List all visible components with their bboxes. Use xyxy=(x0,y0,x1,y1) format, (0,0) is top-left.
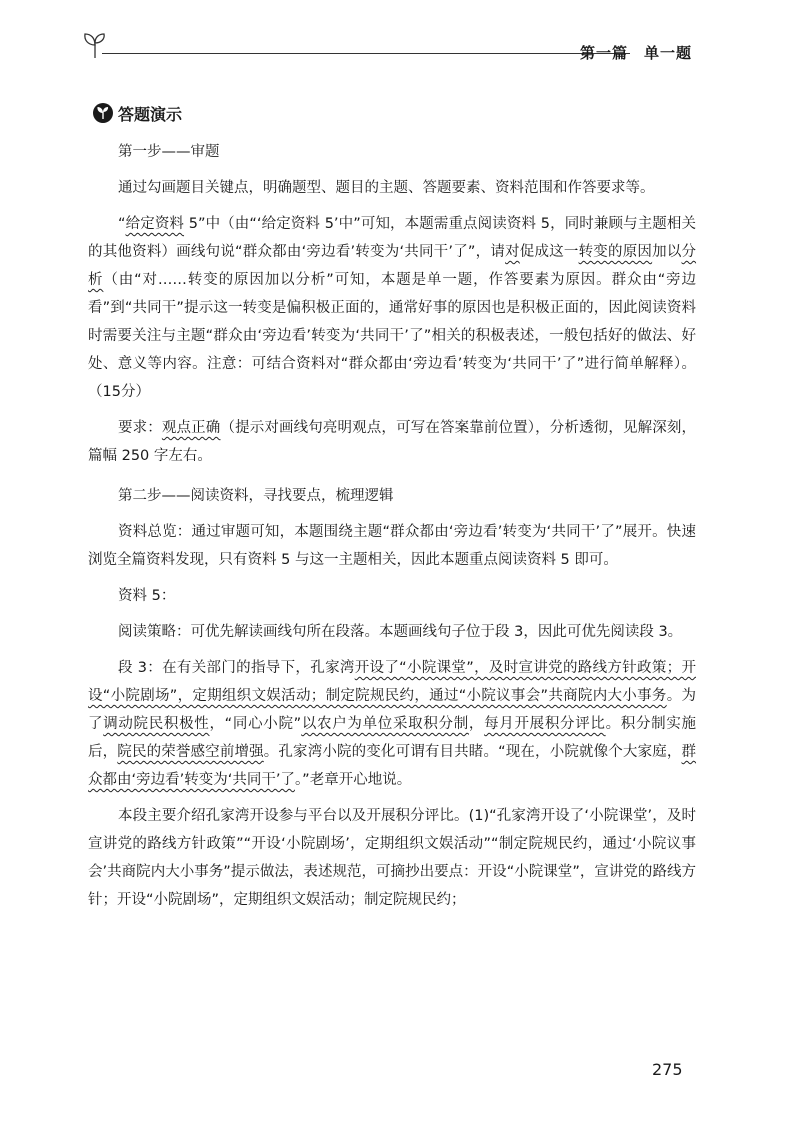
page-number: 275 xyxy=(652,1060,683,1079)
paragraph xyxy=(88,414,696,470)
text-run: ， xyxy=(468,716,485,732)
article-body xyxy=(88,138,696,914)
chapter-title: 第一篇 单一题 xyxy=(579,44,692,62)
underlined-text: 对 xyxy=(505,244,520,260)
underlined-text: 院民的荣誉感空前增强 xyxy=(117,744,264,760)
paragraph: 通过勾画题目关键点，明确题型、题目的主题、答题要素、资料范围和作答要求等。 xyxy=(118,180,655,196)
paragraph: 资料 5： xyxy=(118,588,176,604)
underlined-text: 以农户为单位采取积分制 xyxy=(301,716,469,732)
underlined-text: 转变的原因 xyxy=(578,244,653,260)
underlined-text: 调动院民积极性 xyxy=(103,716,210,732)
text-run: 段 3：在有关部门的指导下，孔家湾 xyxy=(118,660,355,676)
text-run: 。孔家湾小院的变化可谓有目共睹。“现在，小院就像个大家庭， xyxy=(263,744,682,760)
paragraph: 资料总览：通过审题可知，本题围绕主题“群众都由‘旁边看’转变为‘共同干’了”展开。快速浏览全篇资料发现，只有资料 5 与这一主题相关，因此本题重点阅读资料 5 即可。 xyxy=(88,524,696,568)
section-title: 答题演示 xyxy=(118,105,183,124)
paragraph xyxy=(88,654,696,794)
text-run: （提示对画线句亮明观点，可写在答案靠前位置），分析透彻，见解深刻，篇幅 250 字左右。 xyxy=(88,420,697,464)
text-run: 。为了 xyxy=(88,688,696,732)
sprout-icon xyxy=(82,30,108,60)
text-run: 促成这一 xyxy=(519,244,579,260)
text-run: 要求： xyxy=(118,420,162,436)
underlined-text: 群众都由‘旁边看’转变为‘共同干’了 xyxy=(88,744,697,788)
page-header xyxy=(82,30,702,70)
underlined-text: 开设了“小院课堂”，及时宣讲党的路线方针政策；开设“小院剧场”，定期组织文娱活动；制定院规民约，通过“小院议事会”共商院内大小事务 xyxy=(88,660,696,704)
text-run: 。积分制实施后， xyxy=(88,716,697,760)
text-run: （由“对……转变的原因加以分析”可知，本题是单一题，作答要素为原因。群众由“旁边看”到“共同干”提示这一转变是偏积极正面的，通常好事的原因也是积极正面的，因此阅读资料时需要关注与主题“群众由‘旁边看’转变为‘共同干’了”相关的积极表述，一般包括好的做法、好处、意义等内容。注意：可结合资料对“群众都由‘旁边看’转变为‘共同干’了”进行简单解释）。（15分） xyxy=(88,272,696,400)
text-run: 加以 xyxy=(652,244,682,260)
underlined-text: 观点正确 xyxy=(161,420,221,436)
text-run: “ xyxy=(118,216,126,232)
text-run: ，“同心小院” xyxy=(209,716,302,732)
underlined-text: 给定资料 xyxy=(125,216,185,232)
text-run: 5”中（由“‘给定资料 5’中”可知，本题需重点阅读资料 5，同时兼顾与主题相关的其他资料）画线句说“群众都由‘旁边看’转变为‘共同干’了”，请 xyxy=(88,216,697,260)
paragraph xyxy=(88,210,696,406)
paragraph: 阅读策略：可优先解读画线句所在段落。本题画线句子位于段 3，因此可优先阅读段 3。 xyxy=(118,624,683,640)
underlined-text: 每月开展积分评比 xyxy=(484,716,606,732)
underlined-text: 分析 xyxy=(88,244,697,288)
text-run: 。”老章开心地说。 xyxy=(294,772,412,788)
leaf-badge-icon xyxy=(92,102,114,124)
header-rule xyxy=(102,53,630,54)
paragraph: 本段主要介绍孔家湾开设参与平台以及开展积分评比。(1)“孔家湾开设了‘小院课堂’，及时宣讲党的路线方针政策”“开设‘小院剧场’，定期组织文娱活动”“制定院规民约，通过‘小院议事会’共商院内大小事务”提示做法，表述规范，可摘抄出要点：开设“小院课堂”，宣讲党的路线方针；开设“小院剧场”，定期组织文娱活动；制定院规民约； xyxy=(88,808,696,908)
step-2-heading: 第二步——阅读资料，寻找要点，梳理逻辑 xyxy=(118,488,394,504)
step-1-heading: 第一步——审题 xyxy=(118,144,220,160)
